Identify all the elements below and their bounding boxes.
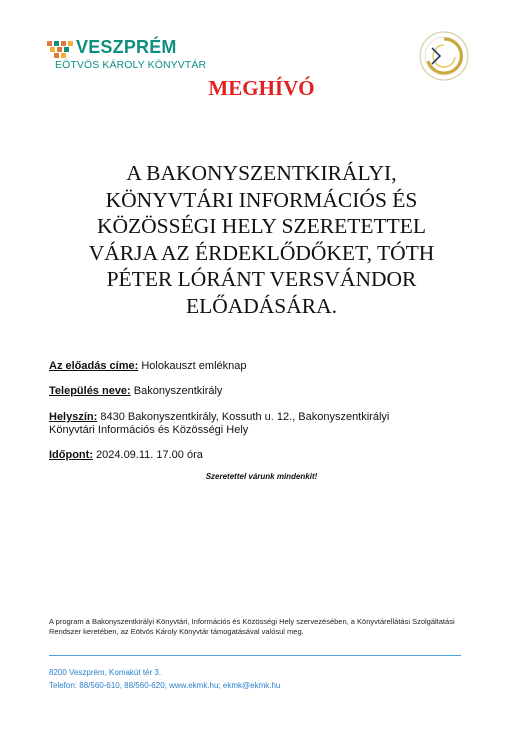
headline-line: VÁRJA AZ ÉRDEKLŐDŐKET, TÓTH xyxy=(88,240,435,265)
event-place xyxy=(49,385,222,398)
headline-line: KÖNYVTÁRI INFORMÁCIÓS ÉS xyxy=(105,187,418,212)
event-time xyxy=(49,449,203,462)
page-title: MEGHÍVÓ xyxy=(208,76,315,100)
event-venue xyxy=(49,411,389,437)
headline-line: ELŐADÁSÁRA. xyxy=(185,293,338,318)
topic-label: Az előadás címe: xyxy=(49,360,139,372)
headline-line: KÖZÖSSÉGI HELY SZERETETTEL xyxy=(96,214,427,238)
place-value: Bakonyszentkirály xyxy=(130,385,223,397)
footer-divider xyxy=(49,655,461,656)
place-label: Település neve: xyxy=(49,385,131,397)
logo-name: VESZPRÉM xyxy=(76,37,177,57)
footer-address: 8200 Veszprém, Komakút tér 3. xyxy=(49,668,162,677)
library-logo xyxy=(47,37,207,72)
checkered-squares-logo-icon xyxy=(47,41,73,57)
topic-value: Holokauszt emléknap xyxy=(138,360,247,372)
venue-value: 8430 Bakonyszentkirály, Kossuth u. 12., Bakonyszentkirályi xyxy=(97,411,390,423)
program-note: A program a Bakonyszentkirályi Könyvtári, Információs és Közösségi Hely szervezésében, a Könyvtárellátási Szolgáltatási Rendszer keretében, az Eötvös Károly Könyvtár támogatásával valósul meg. xyxy=(49,617,455,636)
venue-value-line2: Könyvtári Információs és Közösségi Hely xyxy=(49,424,249,436)
headline-line: A BAKONYSZENTKIRÁLYI, xyxy=(126,161,397,185)
circular-seal-icon xyxy=(418,30,470,82)
closing-line: Szeretettel várunk mindenkit! xyxy=(205,472,318,481)
footer-contact: Telefon: 88/560-610, 88/560-620; www.ekmk.hu; ekmk@ekmk.hu xyxy=(49,681,281,690)
time-value: 2024.09.11. 17.00 óra xyxy=(92,449,203,461)
logo-subtitle: EÖTVÖS KÁROLY KÖNYVTÁR xyxy=(55,59,207,71)
venue-label: Helyszín: xyxy=(49,411,98,423)
headline-line: PÉTER LÓRÁNT VERSVÁNDOR xyxy=(106,267,417,291)
invitation-headline xyxy=(60,160,463,319)
time-label: Időpont: xyxy=(49,449,93,461)
event-topic xyxy=(49,360,247,373)
